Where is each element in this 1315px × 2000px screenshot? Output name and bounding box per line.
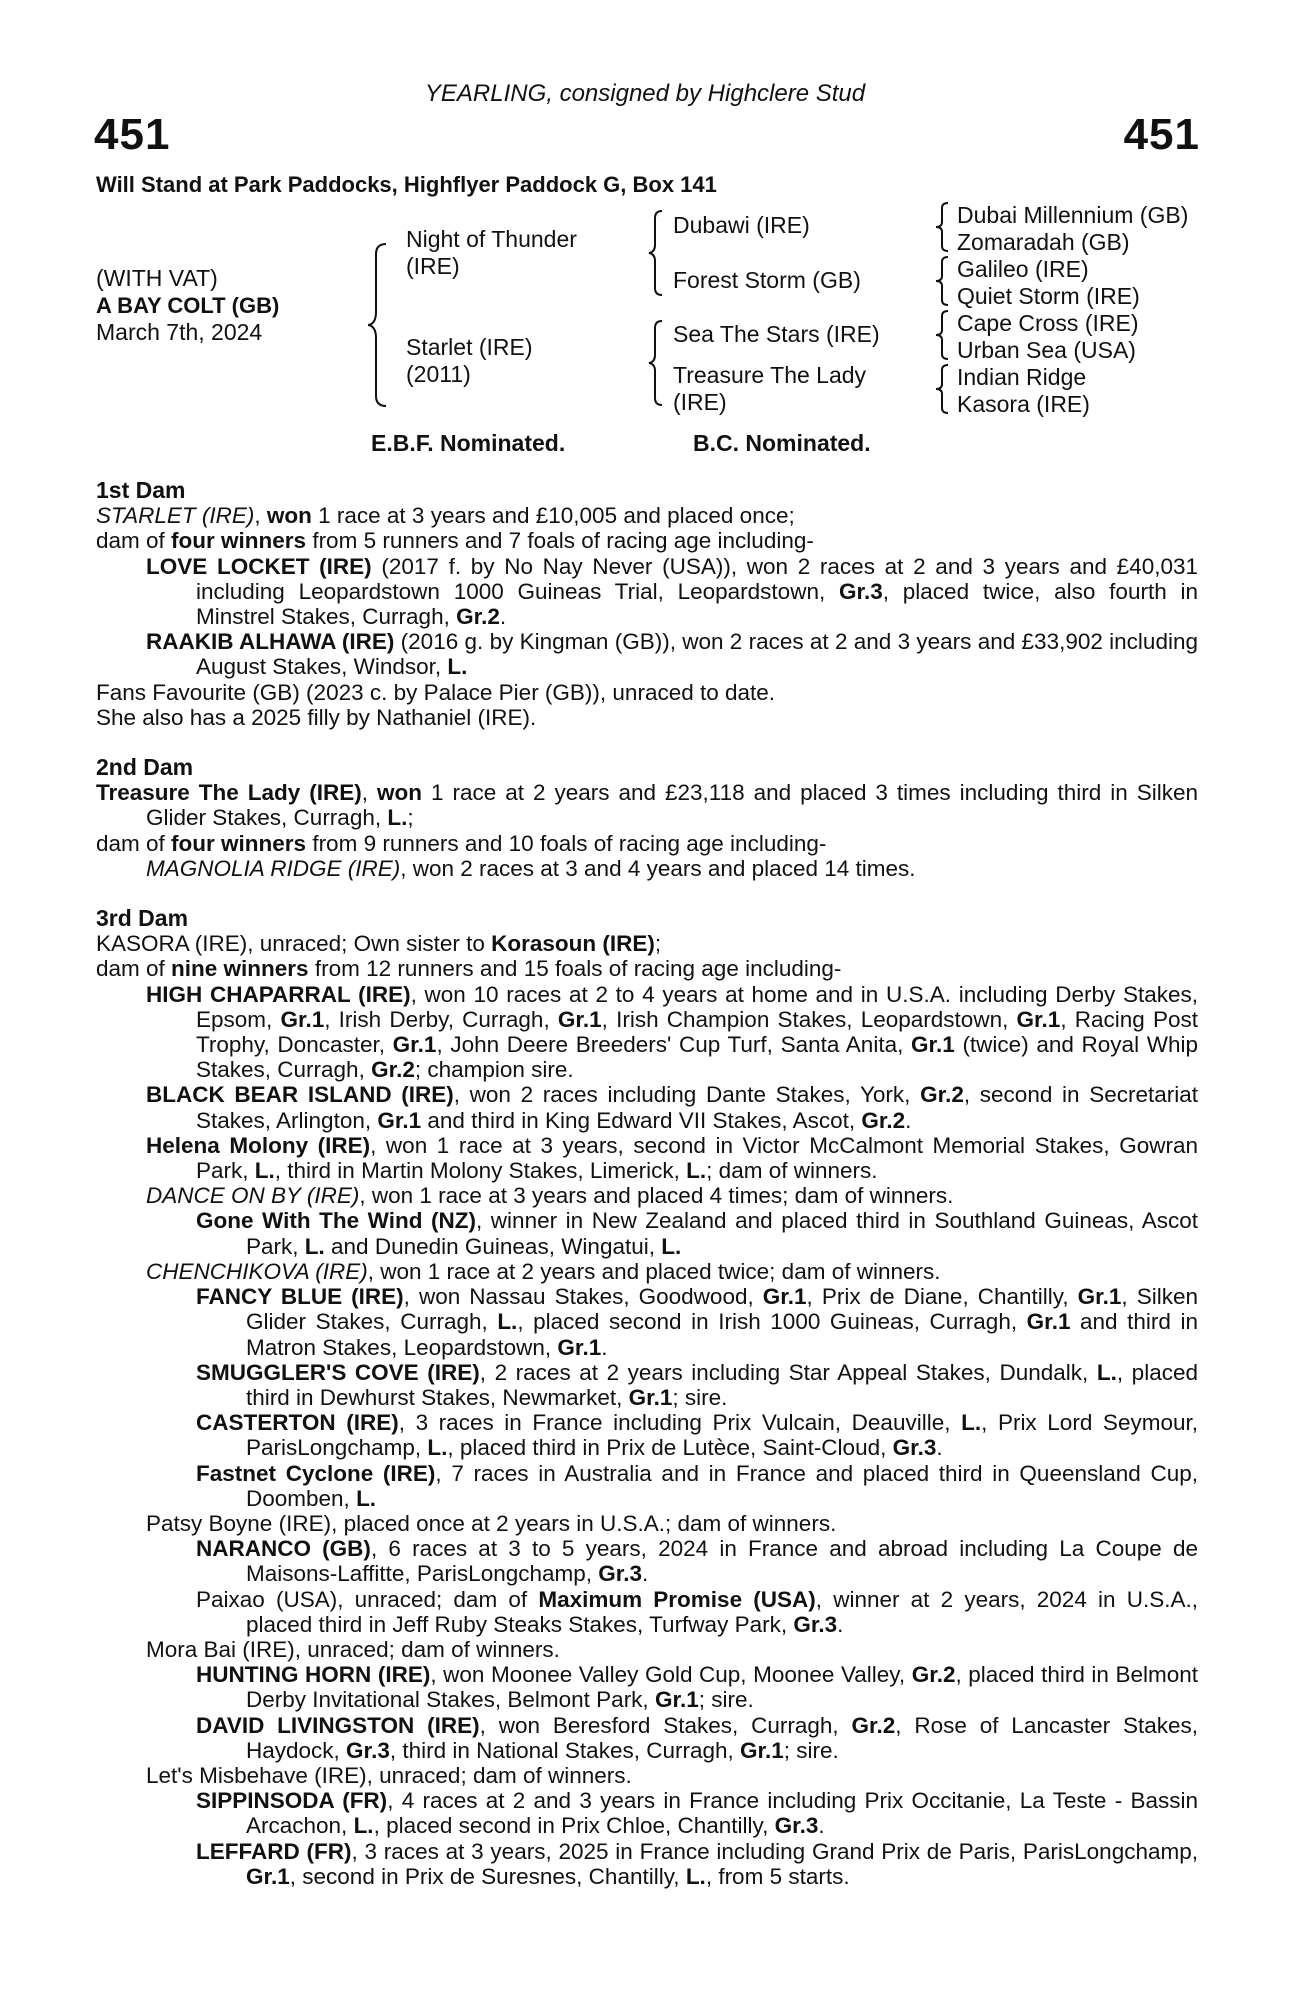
text-run: , 7 races in Australia and in France and placed third in Queensland Cup, Doomben,	[246, 1460, 1198, 1511]
text-run: L.	[356, 1485, 377, 1511]
text-run: Gr.1	[246, 1863, 290, 1889]
horse-name: A BAY COLT (GB)	[96, 293, 280, 318]
section-heading	[96, 478, 1198, 503]
dam-dam: Treasure The Lady	[673, 362, 867, 388]
text-run: (2017 f. by No Nay Never (USA)), won 2 races at 2 and 3 years and £40,031 including Leopardstown 1000 Guineas Trial, Leopardstown,	[196, 553, 1199, 604]
text-run: RAAKIB ALHAWA (IRE)	[146, 629, 395, 655]
body-paragraph	[96, 831, 1198, 856]
ebf-nomination: E.B.F. Nominated.	[371, 430, 566, 456]
text-run: Gr.1	[1016, 1006, 1061, 1032]
text-run: Korasoun (IRE)	[491, 931, 655, 957]
sire-sire: Dubawi (IRE)	[673, 212, 810, 238]
text-run: Gr.1	[557, 1334, 602, 1360]
text-run: 3rd Dam	[96, 905, 189, 932]
text-run: Gr.1	[557, 1006, 602, 1032]
text-run: Gr.1	[628, 1384, 673, 1410]
text-run: L.	[353, 1813, 374, 1839]
bc-nomination: B.C. Nominated.	[693, 430, 871, 456]
text-run: four winners	[171, 528, 307, 554]
text-run: Gr.1	[1077, 1284, 1122, 1310]
brace-sire	[648, 208, 668, 298]
text-run: ; sire.	[698, 1687, 754, 1713]
text-run: CHENCHIKOVA (IRE)	[146, 1258, 368, 1284]
text-run: , 2 races at 2 years including Star Appeal Stakes, Dundalk,	[479, 1359, 1097, 1385]
text-run: Gr.3	[838, 578, 883, 604]
body-paragraph	[96, 554, 1198, 630]
text-run: .	[837, 1611, 844, 1637]
body-paragraph	[96, 1511, 1198, 1536]
text-run: Patsy Boyne (IRE), placed once at 2 years in U.S.A.; dam of winners.	[146, 1510, 837, 1536]
text-run: Gr.2	[911, 1662, 956, 1688]
text-run: , won 1 race at 3 years, second in Victor McCalmont Memorial Stakes, Gowran Park,	[196, 1132, 1198, 1184]
vat-note: (WITH VAT)	[96, 265, 218, 291]
text-run: L.	[427, 1435, 448, 1461]
text-run: Treasure The Lady (IRE)	[96, 780, 362, 806]
text-run: won	[266, 503, 312, 529]
text-run: , placed second in Prix Chloe, Chantilly,	[373, 1813, 775, 1839]
text-run: ,	[254, 503, 267, 529]
text-run: dam of	[96, 956, 172, 982]
consignor-line: YEARLING, consigned by Highclere Stud	[424, 80, 866, 107]
g3-ancestor-8: Kasora (IRE)	[957, 391, 1090, 417]
lot-number-right: 451	[1123, 110, 1200, 159]
body-paragraph	[96, 1082, 1198, 1132]
text-run: .	[601, 1334, 608, 1360]
text-run: nine winners	[171, 956, 309, 982]
text-run: dam of	[96, 528, 172, 554]
text-run: .	[499, 604, 507, 630]
text-run: Gr.1	[654, 1687, 699, 1713]
text-run: L.	[304, 1233, 325, 1259]
text-run: , Racing Post Trophy, Doncaster,	[196, 1006, 1198, 1058]
text-run: Helena Molony (IRE)	[146, 1132, 371, 1158]
text-run: L.	[661, 1233, 682, 1259]
text-run: Gone With The Wind (NZ)	[196, 1208, 476, 1234]
body-paragraph	[96, 931, 1198, 956]
text-run: (twice) and Royal Whip Stakes, Curragh,	[196, 1032, 1198, 1083]
text-run: , Irish Derby, Curragh,	[324, 1006, 558, 1032]
text-run: STARLET (IRE)	[96, 503, 255, 529]
body-paragraph	[96, 982, 1198, 1083]
text-run: , Silken Glider Stakes, Curragh,	[246, 1284, 1198, 1335]
text-run: ; sire.	[672, 1384, 728, 1410]
body-paragraph	[96, 856, 1198, 881]
text-run: Gr.2	[861, 1107, 906, 1133]
text-run: , third in Martin Molony Stakes, Limerick,	[274, 1158, 687, 1184]
brace-g3-1	[935, 200, 953, 254]
text-run: Fans Favourite (GB) (2023 c. by Palace Pier (GB)), unraced to date.	[96, 679, 776, 705]
text-run: Gr.1	[392, 1032, 437, 1058]
text-run: SIPPINSODA (FR)	[196, 1788, 388, 1814]
body-paragraph	[96, 680, 1198, 705]
text-run: HIGH CHAPARRAL (IRE)	[146, 981, 411, 1007]
text-run: L.	[447, 654, 468, 680]
brace-main	[368, 240, 398, 410]
text-run: CASTERTON (IRE)	[196, 1410, 399, 1436]
text-run: , 3 races in France including Prix Vulcain, Deauville,	[398, 1410, 962, 1436]
text-run: Paixao (USA), unraced; dam of	[196, 1586, 539, 1612]
body-paragraph	[96, 503, 1198, 528]
text-run: NARANCO (GB)	[196, 1536, 371, 1562]
text-run: , 4 races at 2 and 3 years in France including Prix Occitanie, La Teste - Bassin Arcachon,	[246, 1788, 1198, 1839]
dam-name: Starlet (IRE)	[406, 334, 533, 360]
body-paragraph	[96, 1637, 1198, 1662]
text-run: , won Beresford Stakes, Curragh,	[479, 1712, 852, 1738]
text-run: , Prix Lord Seymour, ParisLongchamp,	[246, 1410, 1198, 1461]
text-run: , Prix de Diane, Chantilly,	[806, 1284, 1078, 1310]
text-run: ,	[361, 780, 377, 806]
g3-ancestor-6: Urban Sea (USA)	[957, 337, 1136, 363]
text-run: , winner in New Zealand and placed third in Southland Guineas, Ascot Park,	[246, 1208, 1198, 1259]
text-run: .	[642, 1561, 649, 1587]
text-run: Gr.3	[774, 1813, 819, 1839]
text-run: Mora Bai (IRE), unraced; dam of winners.	[146, 1636, 560, 1662]
text-run: .	[905, 1107, 912, 1133]
text-run: , Irish Champion Stakes, Leopardstown,	[601, 1006, 1017, 1032]
text-run: , John Deere Breeders' Cup Turf, Santa Anita,	[436, 1032, 911, 1058]
dam-year: (2011)	[406, 361, 471, 387]
body-paragraph	[96, 1183, 1198, 1208]
dam-sire: Sea The Stars (IRE)	[673, 321, 880, 347]
text-run: Gr.2	[456, 604, 500, 630]
body-paragraph	[96, 1536, 1198, 1586]
text-run: , winner at 2 years, 2024 in U.S.A., placed third in Jeff Ruby Steaks Stakes, Turfway Park,	[246, 1586, 1198, 1637]
text-run: ;	[654, 931, 662, 957]
text-run: L.	[686, 1158, 707, 1184]
text-run: and third in Matron Stakes, Leopardstown,	[246, 1309, 1198, 1360]
text-run: , won 1 race at 3 years and placed 4 times; dam of winners.	[359, 1183, 954, 1209]
text-run: , won Moonee Valley Gold Cup, Moonee Valley,	[430, 1662, 912, 1688]
text-run: HUNTING HORN (IRE)	[196, 1662, 431, 1688]
text-run: , second in Secretariat Stakes, Arlington,	[196, 1082, 1198, 1133]
text-run: Gr.1	[377, 1107, 422, 1133]
lot-number-left: 451	[94, 110, 171, 159]
text-run: won	[377, 780, 422, 806]
text-run: ; champion sire.	[414, 1057, 574, 1083]
text-run: DANCE ON BY (IRE)	[146, 1183, 360, 1209]
g3-ancestor-3: Galileo (IRE)	[957, 256, 1089, 282]
text-run: , placed third in Prix de Lutèce, Saint-Cloud,	[447, 1435, 893, 1461]
text-run: MAGNOLIA RIDGE (IRE)	[146, 855, 401, 881]
text-run: DAVID LIVINGSTON (IRE)	[196, 1712, 480, 1738]
text-run: , 3 races at 3 years, 2025 in France including Grand Prix de Paris, ParisLongchamp,	[351, 1838, 1198, 1864]
g3-ancestor-1: Dubai Millennium (GB)	[957, 202, 1189, 228]
text-run: , won 10 races at 2 to 4 years at home and in U.S.A. including Derby Stakes, Epsom,	[196, 981, 1198, 1032]
text-run: 2nd Dam	[96, 754, 194, 781]
text-run: Gr.1	[911, 1032, 955, 1058]
text-run: Gr.1	[280, 1006, 325, 1032]
text-run: , placed second in Irish 1000 Guineas, Curragh,	[517, 1309, 1027, 1335]
body-paragraph	[96, 1259, 1198, 1284]
text-run: Maximum Promise (USA)	[538, 1586, 816, 1612]
catalogue-body	[96, 478, 1198, 1889]
g3-ancestor-2: Zomaradah (GB)	[957, 229, 1130, 255]
text-run: Gr.1	[762, 1284, 807, 1310]
text-run: , won Nassau Stakes, Goodwood,	[403, 1284, 763, 1310]
text-run: and Dunedin Guineas, Wingatui,	[324, 1233, 662, 1259]
body-paragraph	[96, 1284, 1198, 1360]
body-paragraph	[96, 1461, 1198, 1511]
text-run: and third in King Edward VII Stakes, Ascot,	[421, 1107, 862, 1133]
body-paragraph	[96, 1360, 1198, 1410]
text-run: Fastnet Cyclone (IRE)	[196, 1460, 436, 1486]
brace-dam	[648, 318, 668, 408]
text-run: , second in Prix de Suresnes, Chantilly,	[289, 1863, 686, 1889]
body-paragraph	[96, 1587, 1198, 1637]
text-run: BLACK BEAR ISLAND (IRE)	[146, 1082, 454, 1108]
body-paragraph	[96, 1763, 1198, 1788]
stand-location: Will Stand at Park Paddocks, Highflyer Paddock G, Box 141	[96, 172, 717, 197]
text-run: four winners	[171, 830, 307, 856]
text-run: , won 2 races at 3 and 4 years and placed 14 times.	[400, 855, 916, 881]
body-paragraph	[96, 528, 1198, 553]
text-run: ;	[407, 805, 414, 831]
text-run: , won 1 race at 2 years and placed twice; dam of winners.	[367, 1258, 941, 1284]
text-run: 1 race at 2 years and £23,118 and placed 3 times including third in Silken Glider Stakes, Curragh,	[146, 780, 1198, 831]
body-paragraph	[96, 1410, 1198, 1460]
text-run: L.	[961, 1410, 982, 1436]
text-run: , placed third in Belmont Derby Invitational Stakes, Belmont Park,	[246, 1662, 1199, 1713]
sire-name: Night of Thunder	[406, 226, 577, 252]
body-paragraph	[96, 1662, 1198, 1712]
text-run: dam of	[96, 830, 172, 856]
brace-g3-4	[935, 362, 953, 416]
text-run: (2016 g. by Kingman (GB)), won 2 races at 2 and 3 years and £33,902 including August Stakes, Windsor,	[196, 629, 1198, 680]
text-run: .	[818, 1813, 825, 1839]
text-run: Gr.3	[598, 1561, 643, 1587]
text-run: , from 5 starts.	[705, 1863, 850, 1889]
text-run: SMUGGLER'S COVE (IRE)	[196, 1359, 480, 1385]
text-run: L.	[1096, 1359, 1117, 1385]
text-run: L.	[387, 805, 408, 831]
text-run: Gr.3	[892, 1435, 937, 1461]
text-run: , placed third in Dewhurst Stakes, Newmarket,	[246, 1359, 1198, 1410]
text-run: , won 2 races including Dante Stakes, York,	[453, 1082, 921, 1108]
g3-ancestor-7: Indian Ridge	[957, 364, 1087, 390]
text-run: 1 race at 3 years and £10,005 and placed once;	[311, 503, 795, 529]
text-run: Gr.3	[346, 1737, 390, 1763]
text-run: Gr.2	[851, 1712, 896, 1738]
body-paragraph	[96, 1133, 1198, 1183]
body-paragraph	[96, 956, 1198, 981]
text-run: , Rose of Lancaster Stakes, Haydock,	[246, 1712, 1198, 1763]
section-heading	[96, 906, 1198, 931]
g3-ancestor-4: Quiet Storm (IRE)	[957, 283, 1140, 309]
body-paragraph	[96, 1839, 1198, 1889]
body-paragraph	[96, 780, 1198, 830]
body-paragraph	[96, 1788, 1198, 1838]
text-run: KASORA (IRE), unraced; Own sister to	[96, 931, 492, 957]
text-run: .	[936, 1435, 943, 1461]
body-paragraph	[96, 705, 1198, 730]
text-run: Gr.2	[371, 1057, 415, 1083]
text-run: LEFFARD (FR)	[196, 1838, 352, 1864]
g3-ancestor-5: Cape Cross (IRE)	[957, 310, 1139, 336]
brace-g3-3	[935, 308, 953, 362]
text-run: L.	[685, 1863, 706, 1889]
body-paragraph	[96, 1713, 1198, 1763]
sire-dam: Forest Storm (GB)	[673, 267, 861, 293]
text-run: FANCY BLUE (IRE)	[196, 1284, 404, 1310]
text-run: , third in National Stakes, Curragh,	[389, 1737, 740, 1763]
body-paragraph	[96, 629, 1198, 679]
text-run: ; sire.	[783, 1737, 839, 1763]
text-run: Gr.2	[920, 1082, 964, 1108]
text-run: L.	[497, 1309, 518, 1335]
text-run: Gr.3	[793, 1611, 838, 1637]
text-run: ; dam of winners.	[706, 1158, 878, 1184]
section-heading	[96, 755, 1198, 780]
body-paragraph	[96, 1208, 1198, 1258]
text-run: 1st Dam	[96, 477, 186, 503]
text-run: Gr.1	[1026, 1309, 1071, 1335]
text-run: , 6 races at 3 to 5 years, 2024 in France and abroad including La Coupe de Maisons-Laffitte, ParisLongchamp,	[246, 1536, 1199, 1587]
text-run: Gr.1	[740, 1737, 784, 1763]
text-run: Let's Misbehave (IRE), unraced; dam of winners.	[146, 1762, 632, 1788]
sire-country: (IRE)	[406, 253, 460, 279]
text-run: LOVE LOCKET (IRE)	[146, 553, 372, 579]
text-run: , placed twice, also fourth in Minstrel Stakes, Curragh,	[196, 578, 1198, 630]
text-run: She also has a 2025 filly by Nathaniel (IRE).	[96, 704, 537, 730]
brace-g3-2	[935, 254, 953, 308]
text-run: L.	[254, 1158, 275, 1184]
dam-dam-country: (IRE)	[673, 389, 727, 415]
text-run: from 5 runners and 7 foals of racing age including-	[306, 528, 814, 554]
foaling-date: March 7th, 2024	[96, 319, 263, 345]
text-run: from 12 runners and 15 foals of racing age including-	[308, 956, 842, 982]
text-run: from 9 runners and 10 foals of racing age including-	[306, 830, 827, 856]
